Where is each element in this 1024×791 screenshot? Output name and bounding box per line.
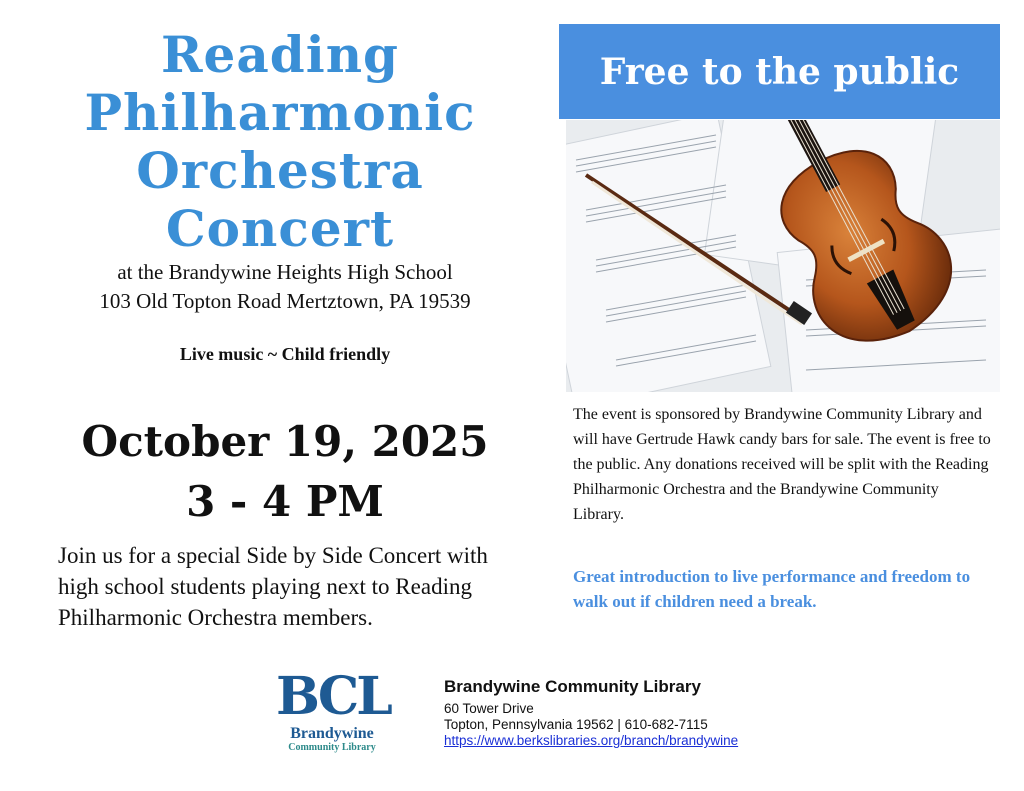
library-url-link[interactable]: https://www.berkslibraries.org/branch/brandywine [444, 733, 739, 748]
city-phone: Topton, Pennsylvania 19562 | 610-682-7115 [444, 717, 708, 732]
title-line: Philharmonic [84, 83, 476, 142]
violin-illustration [566, 120, 1000, 392]
free-banner: Free to the public [559, 24, 1000, 119]
date-block [30, 412, 540, 532]
venue-name: at the Brandywine Heights High School [117, 260, 453, 284]
event-time: 3 - 4 PM [186, 477, 384, 526]
street-address: 60 Tower Drive [444, 701, 534, 716]
title-line: Reading [160, 25, 400, 84]
contact-block [444, 676, 864, 749]
violin-photo [566, 120, 1000, 392]
title-line: Orchestra [136, 141, 424, 200]
sponsor-text: The event is sponsored by Brandywine Community Library and will have Gertrude Hawk candy bars for sale. The event is free to the public. Any donations received will be split with the Reading Philharmonic Orchestra and the Brandywine Community Library. [573, 406, 991, 523]
venue [30, 258, 540, 316]
title-line: Concert [165, 199, 395, 258]
event-date: October 19, 2025 [81, 417, 489, 466]
features-line: Live music ~ Child friendly [179, 344, 391, 364]
library-logo [272, 668, 392, 758]
venue-address: 103 Old Topton Road Mertztown, PA 19539 [99, 289, 471, 313]
event-title [30, 26, 530, 258]
intro-text: Great introduction to live performance and freedom to walk out if children need a break. [573, 567, 971, 611]
event-description: Join us for a special Side by Side Concert with high school students playing next to Reading Philharmonic Orchestra members. [58, 543, 488, 630]
logo-name: Brandywine [290, 725, 374, 742]
logo-subtitle: Community Library [288, 742, 376, 753]
logo-letters: BCL [276, 666, 390, 727]
library-name: Brandywine Community Library [444, 677, 701, 696]
